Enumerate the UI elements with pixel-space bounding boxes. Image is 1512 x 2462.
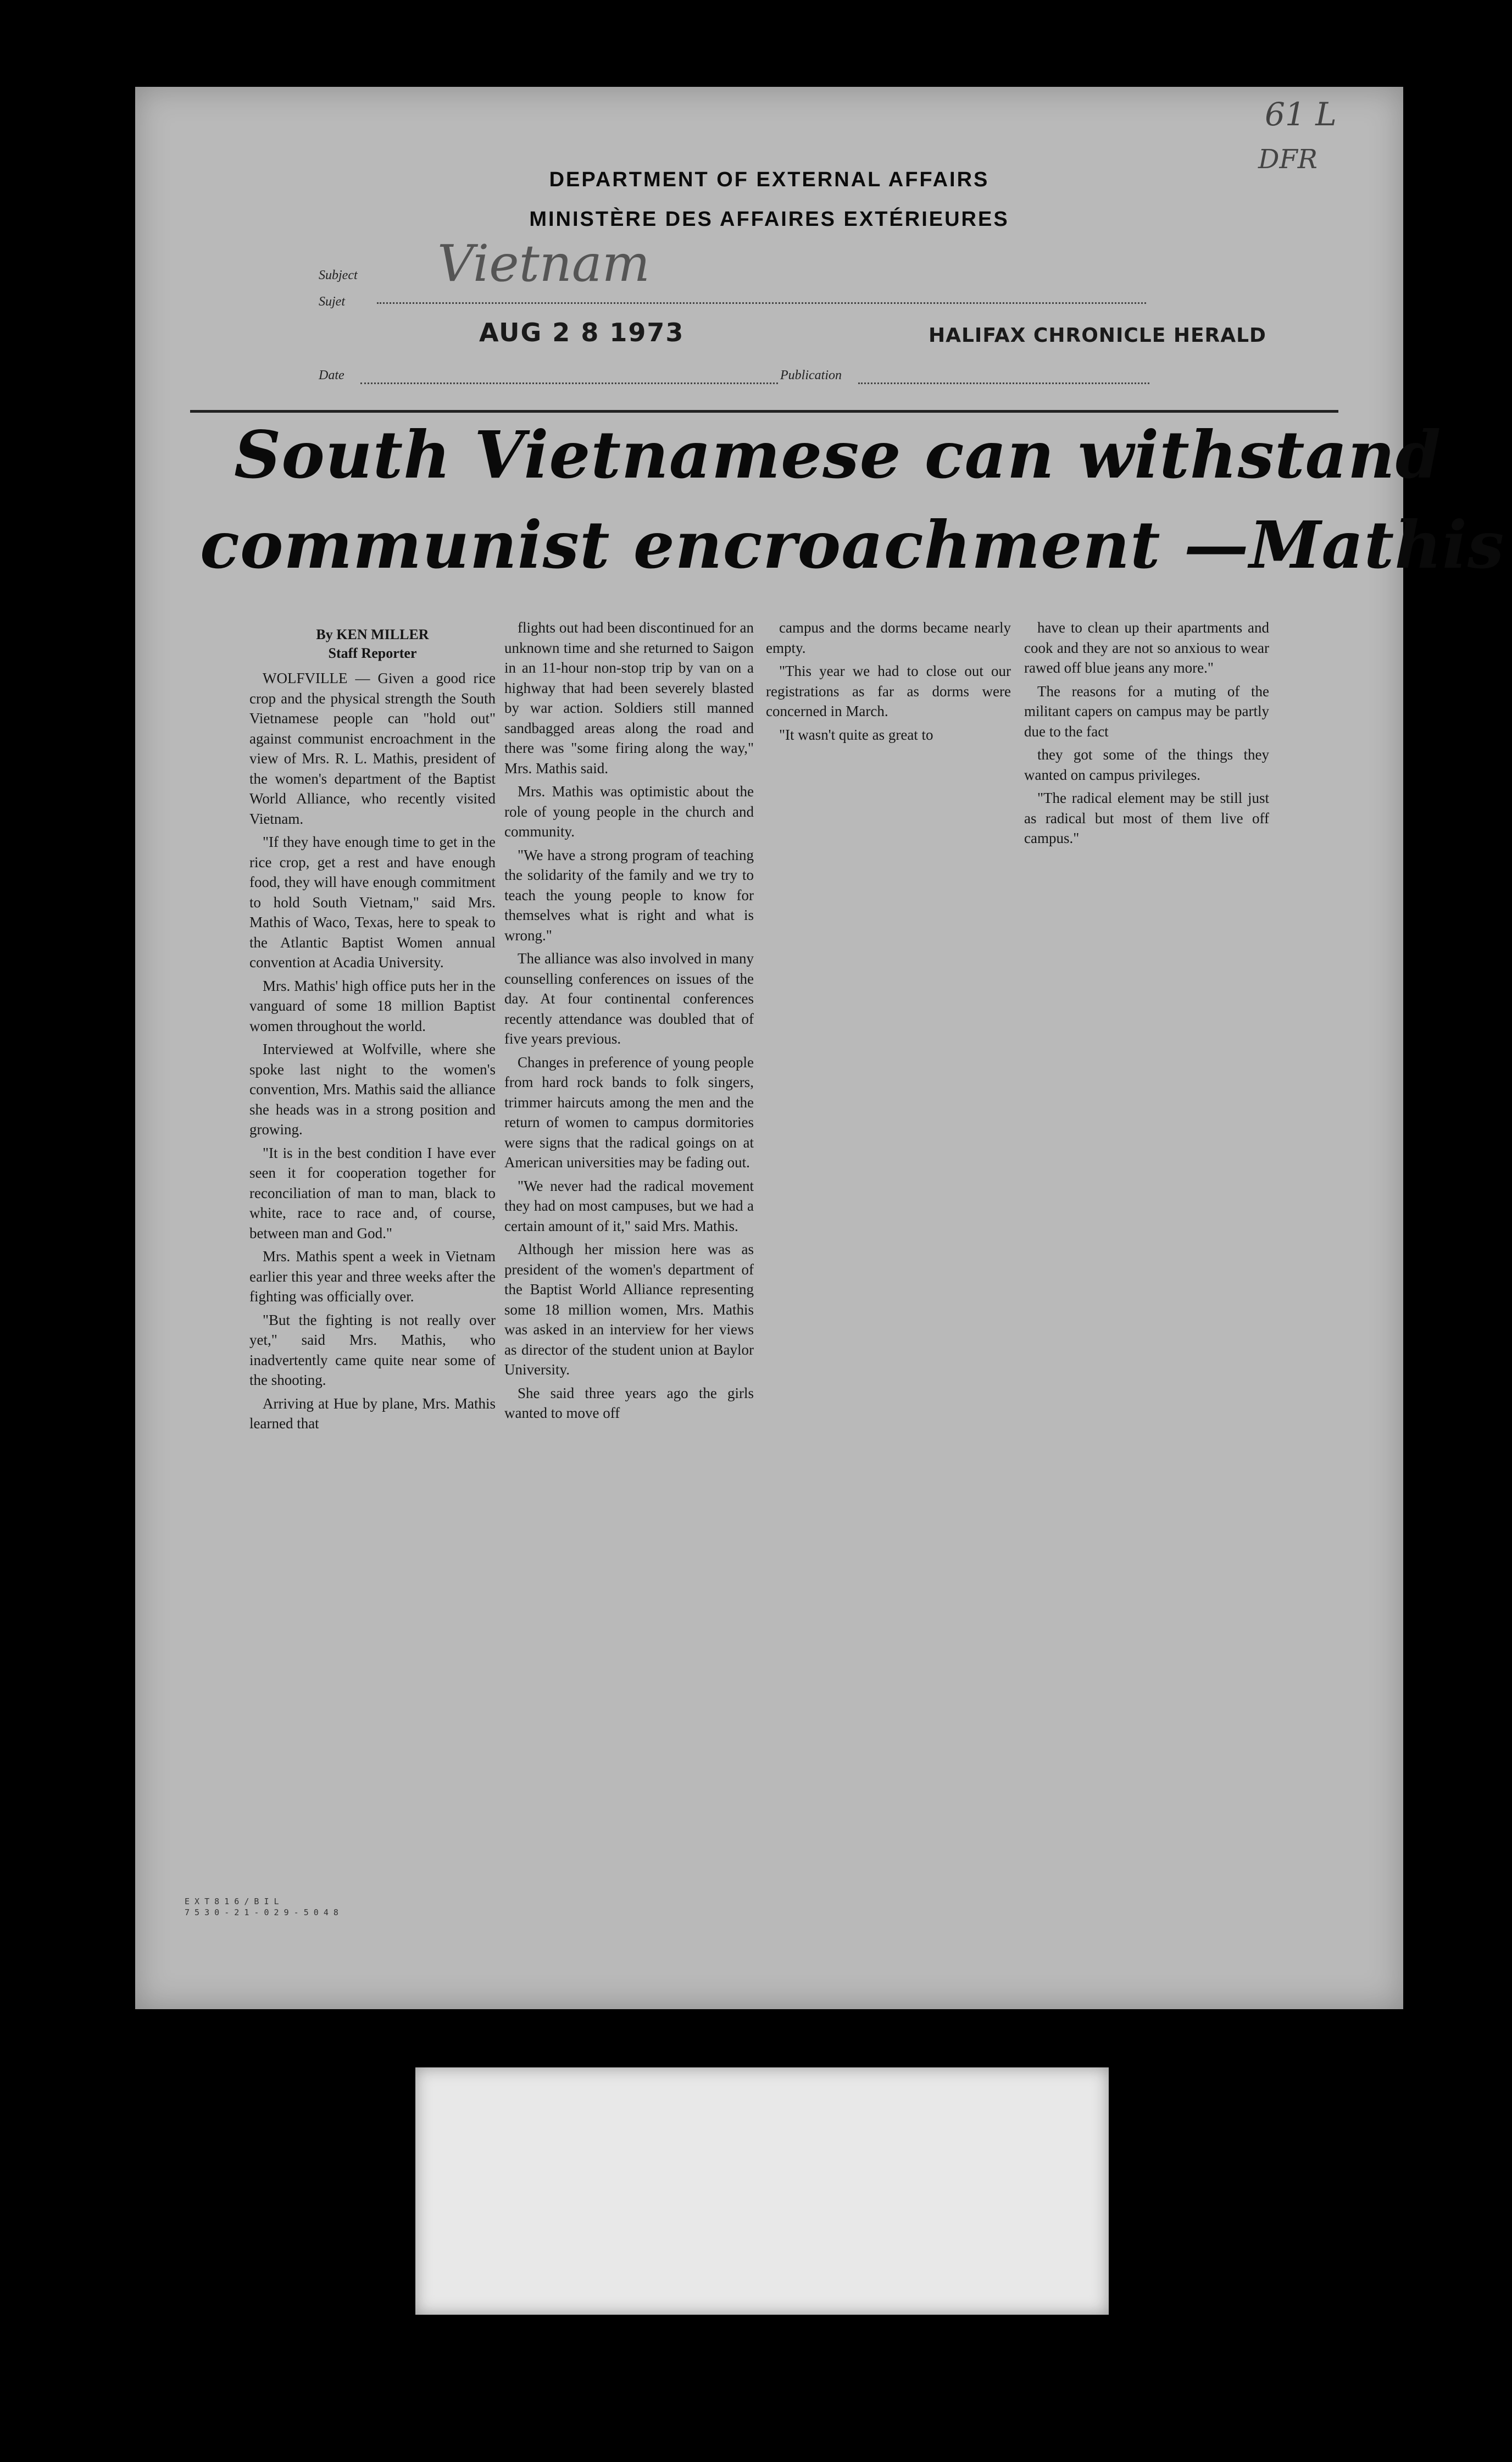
paragraph: Interviewed at Wolfville, where she spoke last night to the women's convention, Mrs. Mathis said the alliance she heads was in a strong position and growing. — [249, 1041, 496, 1138]
department-header-fr: MINISTÈRE DES AFFAIRES EXTÉRIEURES — [529, 208, 1009, 231]
paragraph: "But the fighting is not really over yet," said Mrs. Mathis, who inadvertently came quite near some of the shooting. — [249, 1311, 496, 1388]
paragraph: "If they have enough time to get in the rice crop, get a rest and have enough food, they will have enough commitment to hold South Vietnam," said Mrs. Mathis of Waco, Texas, here to speak to the Atlantic Baptist Women annual convention at Acadia University. — [249, 834, 496, 971]
byline-role: Staff Reporter — [328, 645, 417, 661]
date-stamp: AUG 2 8 1973 — [479, 318, 685, 347]
paragraph: "We have a strong program of teaching the solidarity of the family and we try to teach the young people to know for themselves what is right and what is wrong." — [504, 846, 754, 944]
paragraph: The reasons for a muting of the militant capers on campus may be partly due to the fact — [1024, 683, 1269, 740]
paragraph: "This year we had to close out our registrations as far as dorms were concerned in March. — [766, 663, 1011, 719]
paragraph: The alliance was also involved in many counselling conferences on issues of the day. At four continental conferences recently attendance was doubled that of five years previous. — [504, 950, 754, 1047]
article-column-2 — [504, 618, 754, 1427]
date-dotted-line — [360, 382, 778, 384]
form-code-line-1: E X T 8 1 6 / B I L — [185, 1897, 279, 1906]
paragraph: they got some of the things they wanted on campus privileges. — [1024, 746, 1269, 783]
publication-label: Publication — [780, 368, 842, 382]
byline — [249, 625, 496, 663]
article-column-1 — [249, 625, 496, 1437]
subject-label-fr: Sujet — [319, 295, 345, 309]
subject-label-en: Subject — [319, 268, 358, 282]
paragraph: Mrs. Mathis spent a week in Vietnam earlier this year and three weeks after the fighting was officially over. — [249, 1248, 496, 1305]
paragraph: have to clean up their apartments and cook and they are not so anxious to wear rawed off blue jeans any more." — [1024, 619, 1269, 676]
article-column-4 — [1024, 618, 1269, 852]
date-label: Date — [319, 368, 344, 382]
clipping-sheet — [135, 87, 1505, 2009]
subject-dotted-line — [377, 302, 1146, 304]
paragraph: flights out had been discontinued for an unknown time and she returned to Saigon in an 11-hour non-stop trip by van on a highway that had been severely blasted by war action. Soldiers still manned sandbagged areas along the road and there was "some firing along the way," Mrs. Mathis said. — [504, 619, 754, 777]
article-column-3 — [766, 618, 1011, 748]
margin-note-2: DFR — [1258, 144, 1318, 175]
blank-target-card — [415, 2067, 1109, 2315]
publication-dotted-line — [858, 382, 1149, 384]
margin-note-1: 61 L — [1265, 96, 1337, 133]
headline-line-1: South Vietnamese can withstand — [234, 417, 1442, 493]
paragraph: "It is in the best condition I have ever seen it for cooperation together for reconciliation of man to man, black to white, race to race and, of course, between man and God." — [249, 1144, 496, 1241]
paragraph: Mrs. Mathis was optimistic about the role of young people in the church and community. — [504, 783, 754, 840]
paragraph: "It wasn't quite as great to — [779, 726, 933, 743]
department-header-en: DEPARTMENT OF EXTERNAL AFFAIRS — [549, 168, 990, 191]
byline-name: By KEN MILLER — [316, 626, 429, 642]
form-code — [185, 1896, 338, 1918]
paragraph: Although her mission here was as president of the women's department of the Baptist World Alliance representing some 18 million women, Mrs. Mathis was asked in an interview for her views as director of the student union at Baylor University. — [504, 1241, 754, 1378]
paragraph: WOLFVILLE — Given a good rice crop and the physical strength the South Vietnamese people can "hold out" against communist encroachment in the view of Mrs. R. L. Mathis, president of the women's department of the Baptist World Alliance, who recently visited Vietnam. — [249, 670, 496, 827]
clipping-top-rule — [190, 410, 1338, 413]
paragraph: "We never had the radical movement they had on most campuses, but we had a certain amount of it," said Mrs. Mathis. — [504, 1177, 754, 1234]
subject-value: Vietnam — [437, 234, 651, 293]
paragraph: Arriving at Hue by plane, Mrs. Mathis learned that — [249, 1395, 496, 1432]
headline-line-2: communist encroachment —Mathis — [200, 507, 1505, 583]
paragraph: "The radical element may be still just as radical but most of them live off campus." — [1024, 790, 1269, 846]
paragraph: Changes in preference of young people from hard rock bands to folk singers, trimmer haircuts among the men and the return of women to campus dormitories were signs that the radical goings on at American universities may be fading out. — [504, 1053, 754, 1171]
publication-stamp: HALIFAX CHRONICLE HERALD — [929, 324, 1266, 347]
paragraph: campus and the dorms became nearly empty. — [766, 619, 1011, 656]
paragraph: She said three years ago the girls wanted to move off — [504, 1384, 754, 1421]
form-code-line-2: 7 5 3 0 - 2 1 - 0 2 9 - 5 0 4 8 — [185, 1908, 338, 1917]
paragraph: Mrs. Mathis' high office puts her in the vanguard of some 18 million Baptist women throughout the world. — [249, 977, 496, 1034]
